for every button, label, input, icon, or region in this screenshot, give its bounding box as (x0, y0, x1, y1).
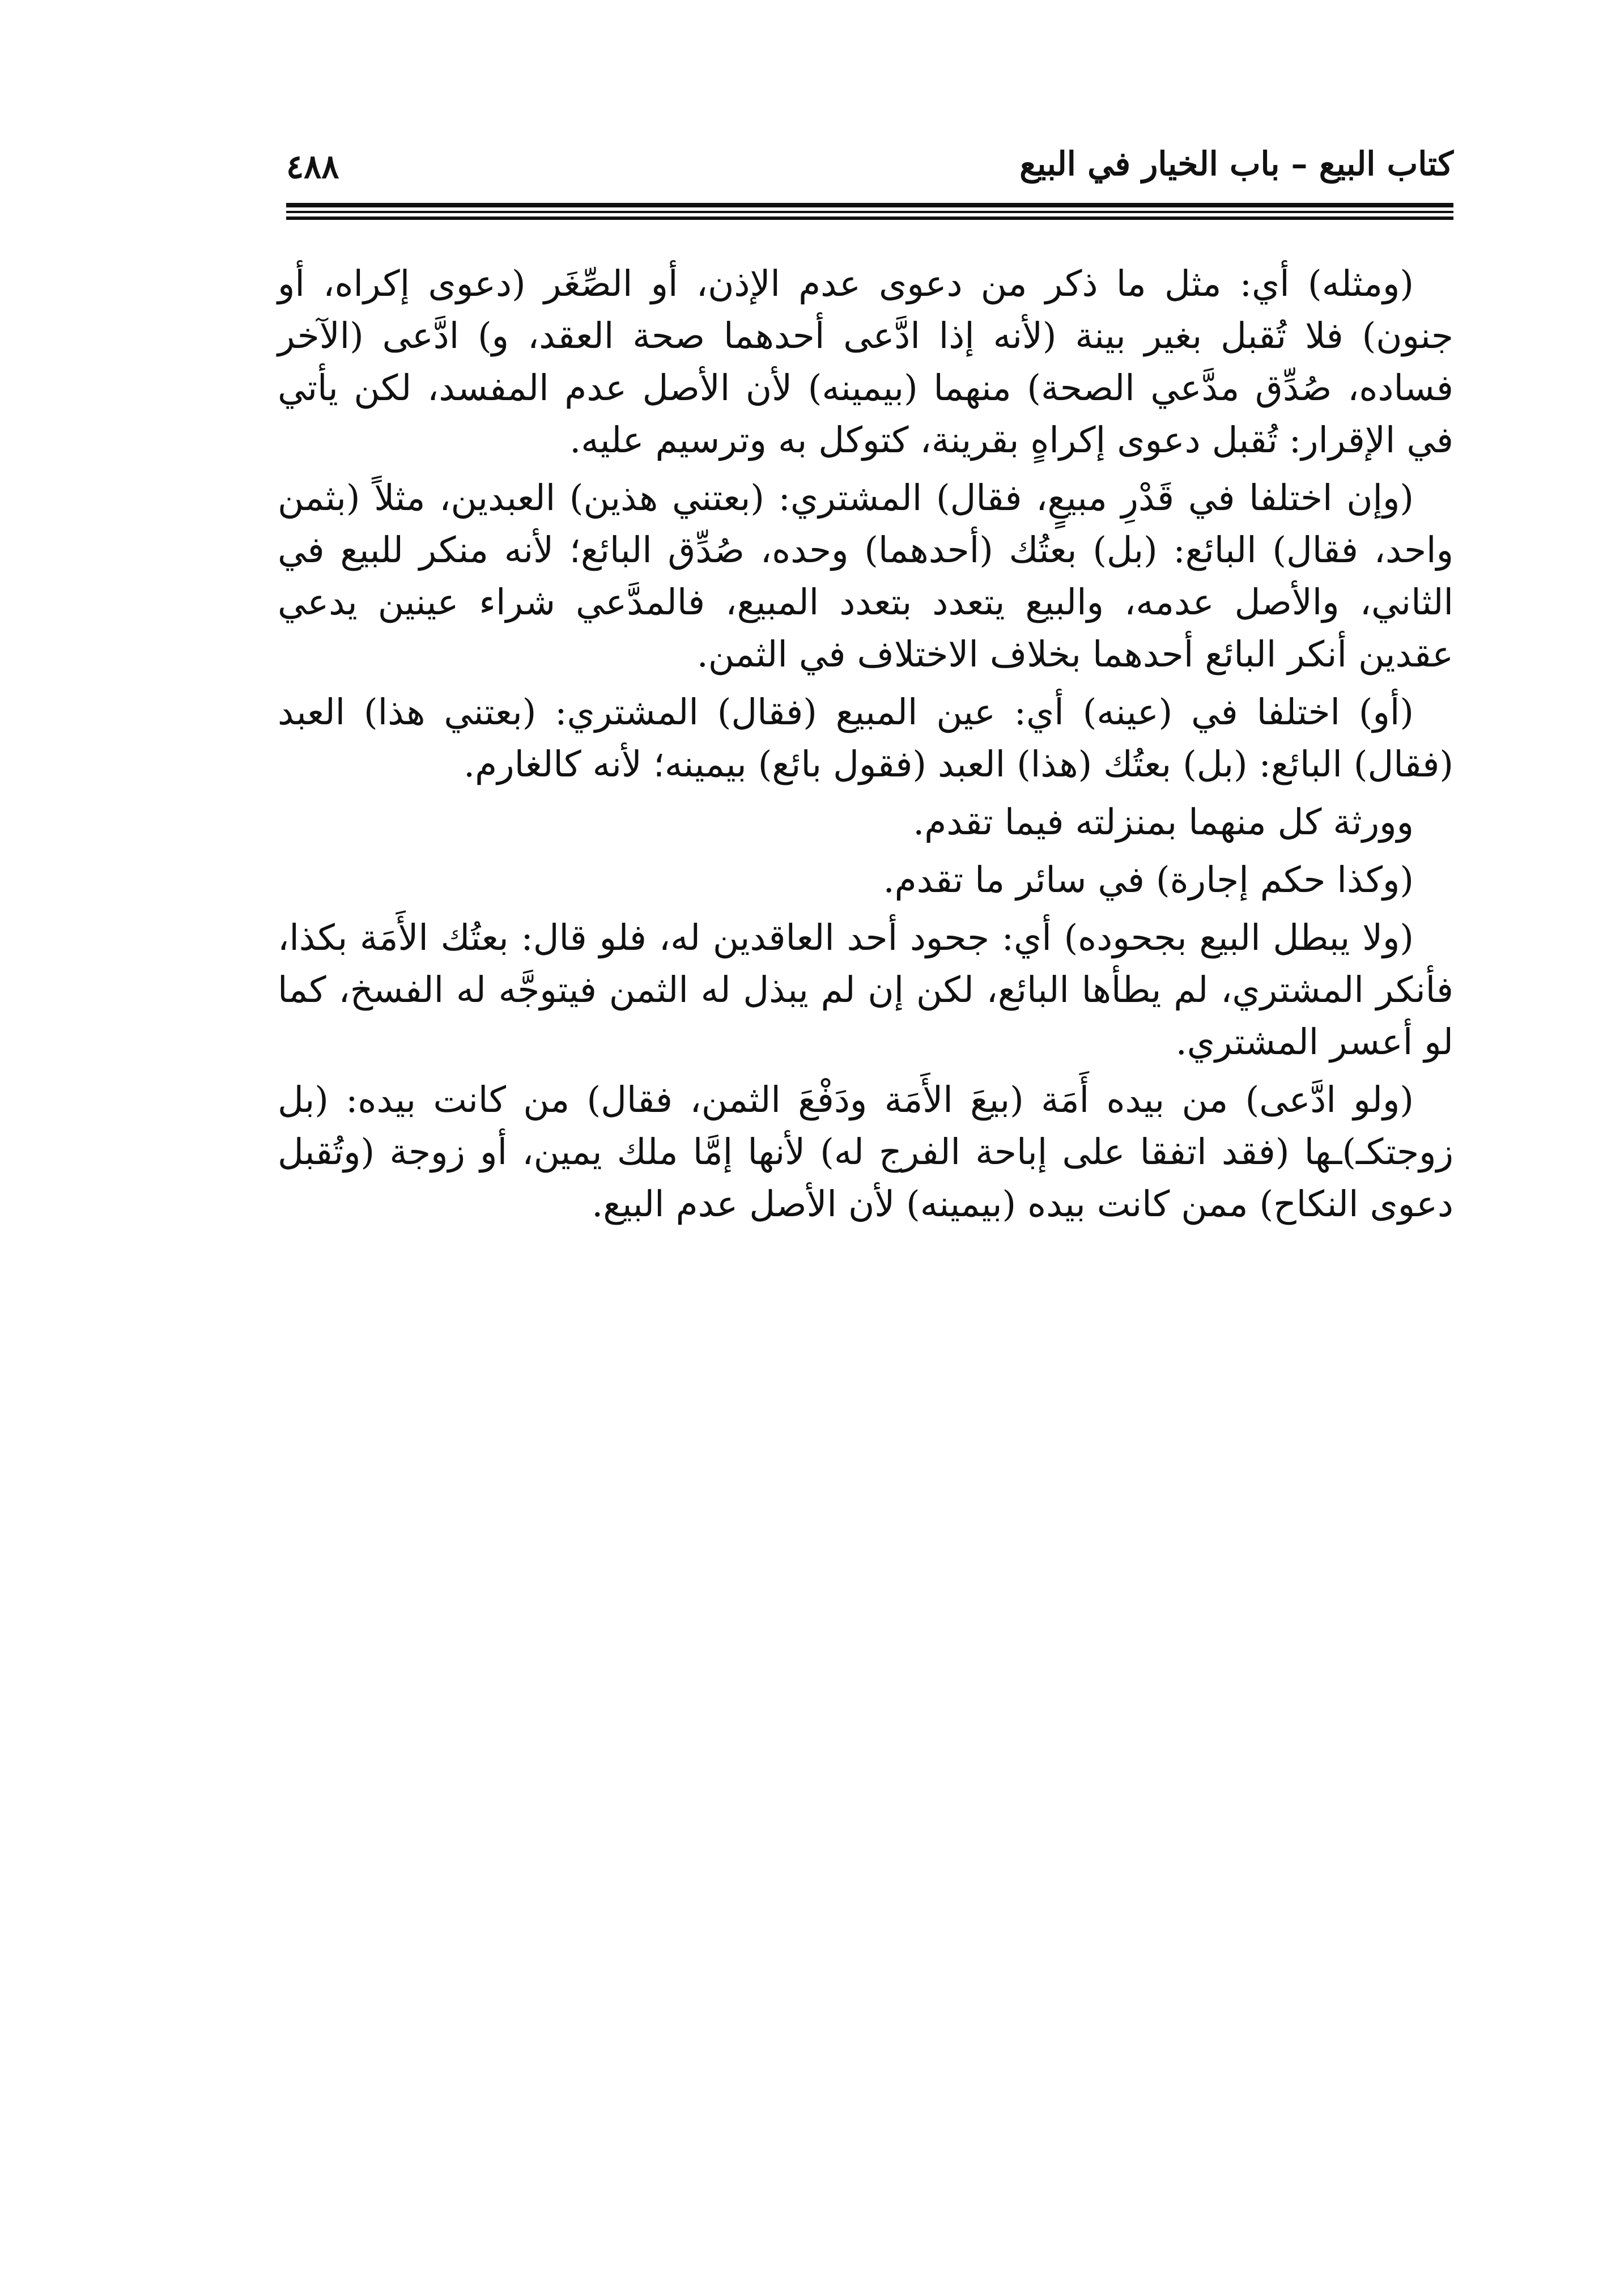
page-number: ٤٨٨ (286, 147, 339, 186)
paragraph: (وكذا حكم إجارة) في سائر ما تقدم. (883, 859, 1414, 901)
paragraph: (ولا يبطل البيع بجحوده) أي: جحود أحد العاقدين له، فلو قال: بعتُك الأَمَة بكذا، فأنكر المشتري، لم يطأها البائع، لكن إن لم يبذل له الثمن فيتوجَّه له الفسخ، كما لو أعسر المشتري. (278, 917, 1453, 1063)
paragraph: (أو) اختلفا في (عينه) أي: عين المبيع (فقال) المشتري: (بعتني هذا) العبد (فقال) البائع: (بل) بعتُك (هذا) العبد (فقول بائع) بيمينه؛ لأنه كالغارم. (278, 691, 1453, 785)
chapter-title: كتاب البيع – باب الخيار في البيع (1019, 145, 1453, 183)
body-text (278, 258, 1453, 1236)
paragraph: (ومثله) أي: مثل ما ذكر من دعوى عدم الإذن، أو الصِّغَر (دعوى إكراه، أو جنون) فلا تُقبل بغير بينة (لأنه إذا ادَّعى أحدهما صحة العقد، و) ادَّعى (الآخر فساده، صُدِّق مدَّعي الصحة) منهما (بيمينه) لأن الأصل عدم المفسد، لكن يأتي في الإقرار: تُقبل دعوى إكراهٍ بقرينة، كتوكل به وترسيم عليه. (278, 263, 1453, 461)
paragraph: (ولو ادَّعى) من بيده أَمَة (بيعَ الأَمَة ودَفْعَ الثمن، فقال) من كانت بيده: (بل زوجتكـ)ـها (فقد اتفقا على إباحة الفرج له) لأنها إمَّا ملك يمين، أو زوجة (وتُقبل دعوى النكاح) ممن كانت بيده (بيمينه) لأن الأصل عدم البيع. (278, 1079, 1453, 1225)
header-rule (286, 211, 1453, 213)
page-header (286, 145, 1453, 230)
header-rule (286, 203, 1453, 207)
paragraph: (وإن اختلفا في قَدْرِ مبيعٍ، فقال) المشتري: (بعتني هذين) العبدين، مثلاً (بثمن واحد، فقال) البائع: (بل) بعتُك (أحدهما) وحده، صُدِّق البائع؛ لأنه منكر للبيع في الثاني، والأصل عدمه، والبيع يتعدد بتعدد المبيع، فالمدَّعي شراء عينين يدعي عقدين أنكر البائع أحدهما بخلاف الاختلاف في الثمن. (278, 477, 1453, 675)
header-rule (286, 216, 1453, 220)
paragraph: وورثة كل منهما بمنزلته فيما تقدم. (913, 801, 1414, 843)
